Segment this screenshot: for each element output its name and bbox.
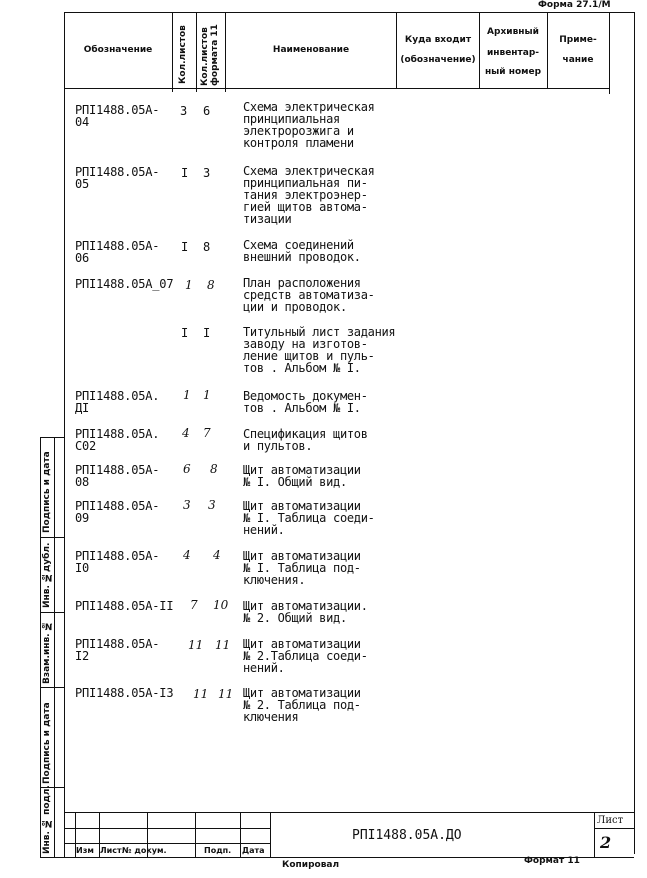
row-code: РПI1488.05А- I0 bbox=[75, 549, 160, 575]
row-name: План расположения средств автоматиза- ции и проводок. bbox=[243, 276, 375, 314]
row-sheets-count: 11 bbox=[193, 687, 209, 701]
col-header-designation: Обозначение bbox=[83, 45, 153, 55]
header-right-edge bbox=[609, 12, 610, 94]
row-name: Щит автоматизации № 2. Таблица под- ключения bbox=[243, 686, 361, 724]
row-sheets-count: 3 bbox=[180, 104, 188, 118]
row-code: РПI1488.05А- 05 bbox=[75, 165, 160, 191]
row-sheets-count: 6 bbox=[183, 462, 191, 476]
title-block-col bbox=[240, 812, 241, 857]
side-sep bbox=[40, 537, 64, 538]
row-sheets-count: 1 bbox=[183, 388, 191, 402]
row-name: Титульный лист задания заводу на изготов- ление щитов и пуль- тов . Альбом № I. bbox=[243, 325, 396, 375]
title-block-col bbox=[195, 812, 196, 857]
title-block-col bbox=[594, 812, 595, 857]
tb-data: Дата bbox=[242, 846, 265, 855]
col-sep-3 bbox=[225, 12, 226, 92]
frame-top bbox=[64, 12, 634, 13]
side-sep bbox=[40, 612, 64, 613]
title-block-top bbox=[64, 812, 634, 813]
row-sheets-count: 1 bbox=[185, 278, 193, 292]
title-block-row bbox=[594, 828, 634, 829]
tb-sheet-num: 2 bbox=[600, 833, 612, 852]
row-sheets-format: 8 bbox=[203, 240, 211, 254]
row-sheets-format: 3 bbox=[208, 498, 216, 512]
copied-label: Копировал bbox=[282, 860, 340, 870]
row-name: Щит автоматизации № I. Таблица под- ключения. bbox=[243, 549, 361, 587]
side-sep bbox=[40, 687, 64, 688]
tb-podp: Подп. bbox=[204, 846, 232, 855]
row-code: РПI1488.05А. ДI bbox=[75, 389, 160, 415]
side-stamp-signature-date: Подпись и дата bbox=[42, 451, 52, 533]
row-sheets-count: 11 bbox=[188, 638, 204, 652]
row-sheets-format: 4 bbox=[213, 548, 221, 562]
col-sep-5 bbox=[479, 12, 480, 88]
header-bottom bbox=[64, 88, 609, 89]
tb-list: Лист bbox=[100, 846, 122, 855]
row-sheets-count: I bbox=[181, 166, 189, 180]
row-sheets-count: 4 bbox=[183, 548, 191, 562]
row-code: РПI1488.05А- 04 bbox=[75, 103, 160, 129]
side-stamp-top bbox=[40, 437, 64, 438]
row-sheets-format: 3 bbox=[203, 166, 211, 180]
tb-doc: № докум. bbox=[122, 846, 167, 855]
row-code: РПI1488.05А- 08 bbox=[75, 463, 160, 489]
row-code: РПI1488.05А-II bbox=[75, 599, 174, 613]
row-code: РПI1488.05А- 06 bbox=[75, 239, 160, 265]
col-header-destination-2: (обозначение) bbox=[400, 55, 476, 65]
frame-left bbox=[64, 12, 65, 857]
row-sheets-format: I bbox=[203, 326, 211, 340]
tb-sheet-label: Лист bbox=[597, 815, 624, 826]
side-stamp-outer bbox=[40, 437, 41, 857]
row-name: Схема электрическая принципиальная пи- тания электроэнер- гией щитов автома- тизации bbox=[243, 164, 375, 226]
col-header-note-1: Приме- bbox=[559, 35, 597, 45]
col-header-destination-1: Куда входит bbox=[404, 35, 472, 45]
row-name: Щит автоматизации № I. Общий вид. bbox=[243, 463, 361, 489]
row-code: РПI1488.05А. С02 bbox=[75, 427, 160, 453]
side-stamp-signature-date-2: Подпись и дата bbox=[42, 702, 52, 784]
row-name: Спецификация щитов и пультов. bbox=[243, 427, 368, 453]
row-sheets-format: 6 bbox=[203, 104, 211, 118]
col-sep-6 bbox=[547, 12, 548, 88]
row-name: Схема соединений внешний проводок. bbox=[243, 238, 361, 264]
row-sheets-format: 8 bbox=[207, 278, 215, 292]
row-code: РПI1488.05А_07 bbox=[75, 277, 174, 291]
row-sheets-count: 4 bbox=[182, 426, 190, 440]
row-name: Щит автоматизации. № 2. Общий вид. bbox=[243, 599, 368, 625]
row-code: РПI1488.05А-I3 bbox=[75, 686, 174, 700]
row-name: Схема электрическая принципиальная электророзжига и контроля пламени bbox=[243, 100, 375, 150]
row-sheets-count: 3 bbox=[183, 498, 191, 512]
row-sheets-format: 11 bbox=[218, 687, 234, 701]
tb-designation: РПI1488.05А.ДО bbox=[352, 828, 462, 843]
format-label: Формат 11 bbox=[524, 856, 580, 866]
col-header-archive-1: Архивный bbox=[487, 27, 539, 37]
row-name: Щит автоматизации № 2.Таблица соеди- нений. bbox=[243, 637, 368, 675]
side-stamp-orig-inv: Инв. № подл. bbox=[42, 785, 52, 854]
col-header-archive-2: инвентар- bbox=[486, 48, 539, 58]
row-code: РПI1488.05А- 09 bbox=[75, 499, 160, 525]
tb-izm: Изм bbox=[76, 846, 94, 855]
col-header-note-2: чание bbox=[562, 55, 594, 65]
side-stamp-dup-inv: Инв. №дубл. bbox=[42, 542, 52, 608]
col-header-sheets-count: Кол.листов bbox=[178, 25, 188, 84]
col-header-name: Наименование bbox=[272, 45, 350, 55]
form-number: Форма 27.1/М bbox=[538, 0, 611, 10]
row-name: Ведомость докумен- тов . Альбом № I. bbox=[243, 389, 368, 415]
col-sep-2 bbox=[196, 12, 197, 92]
frame-right bbox=[634, 12, 635, 854]
row-sheets-format: 8 bbox=[210, 462, 218, 476]
row-sheets-format: 11 bbox=[215, 638, 231, 652]
row-code: РПI1488.05А- I2 bbox=[75, 637, 160, 663]
row-sheets-count: I bbox=[181, 326, 189, 340]
title-block-col bbox=[270, 812, 271, 857]
col-header-archive-3: ный номер bbox=[484, 67, 542, 77]
side-stamp-inner bbox=[54, 437, 55, 857]
col-header-sheets-format: Кол.листов формата 11 bbox=[200, 24, 220, 86]
row-sheets-count: I bbox=[181, 240, 189, 254]
row-sheets-format: 1 bbox=[203, 388, 211, 402]
row-sheets-format: 10 bbox=[213, 598, 229, 612]
col-sep-1 bbox=[172, 12, 173, 92]
col-sep-4 bbox=[396, 12, 397, 88]
row-sheets-count: 7 bbox=[190, 598, 198, 612]
side-stamp-replace-inv: Взам.инв. № bbox=[42, 620, 52, 684]
row-sheets-format: 7 bbox=[203, 426, 211, 440]
row-name: Щит автоматизации № I. Таблица соеди- нений. bbox=[243, 499, 375, 537]
